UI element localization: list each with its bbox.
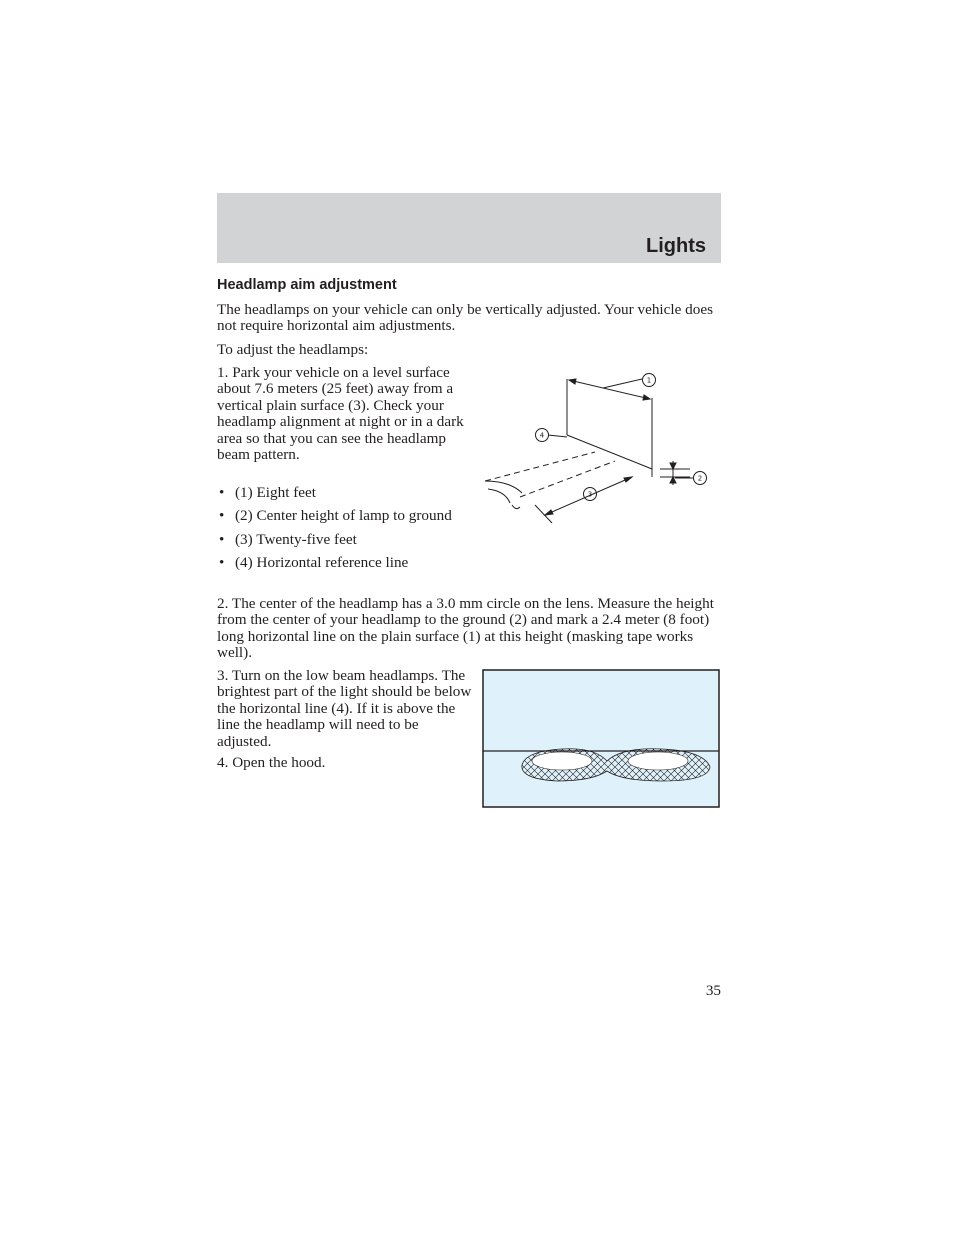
callout-label-3: 3 (587, 490, 593, 499)
beam-pattern-diagram (482, 669, 720, 809)
to-adjust-paragraph: To adjust the headlamps: (217, 341, 369, 358)
step-3-paragraph: 3. Turn on the low beam headlamps. The brightest part of the light should be below the horizontal line (4). If it is above the line the headlamp will need to be adjusted. (217, 667, 472, 750)
bullet-mark: • (219, 507, 225, 525)
list-item (217, 485, 467, 501)
list-item-text: (4) Horizontal reference line (235, 554, 409, 572)
intro-paragraph: The headlamps on your vehicle can only be vertically adjusted. Your vehicle does not require horizontal aim adjustments. (217, 301, 713, 335)
headlamp-aim-diagram (480, 365, 720, 525)
list-item-text: (3) Twenty-five feet (235, 530, 357, 548)
bullet-mark: • (219, 484, 225, 501)
bullet-mark: • (219, 530, 225, 548)
page-number: 35 (705, 982, 721, 999)
legend-list (217, 485, 467, 579)
list-item (217, 532, 467, 548)
step-4-paragraph: 4. Open the hood. (217, 754, 326, 771)
list-item-text: (2) Center height of lamp to ground (235, 507, 452, 525)
header-title: Lights (646, 235, 706, 257)
callout-label-2: 2 (697, 474, 703, 483)
bullet-mark: • (219, 554, 225, 572)
list-item-text: (1) Eight feet (235, 484, 316, 501)
step-2-paragraph: 2. The center of the headlamp has a 3.0 mm circle on the lens. Measure the height from the center of your headlamp to the ground (2) and mark a 2.4 meter (8 foot) long horizontal line on the plain surface (1) at this height (masking tape works well). (217, 595, 714, 662)
callout-label-1: 1 (646, 376, 652, 385)
callout-label-4: 4 (539, 431, 545, 440)
section-heading: Headlamp aim adjustment (217, 277, 397, 293)
step-1-paragraph: 1. Park your vehicle on a level surface about 7.6 meters (25 feet) away from a vertical plain surface (3). Check your headlamp alignment at night or in a dark area so that you can see the headlamp beam pattern. (217, 364, 464, 464)
list-item (217, 508, 467, 524)
section-header-bar (217, 193, 721, 263)
list-item (217, 555, 467, 571)
